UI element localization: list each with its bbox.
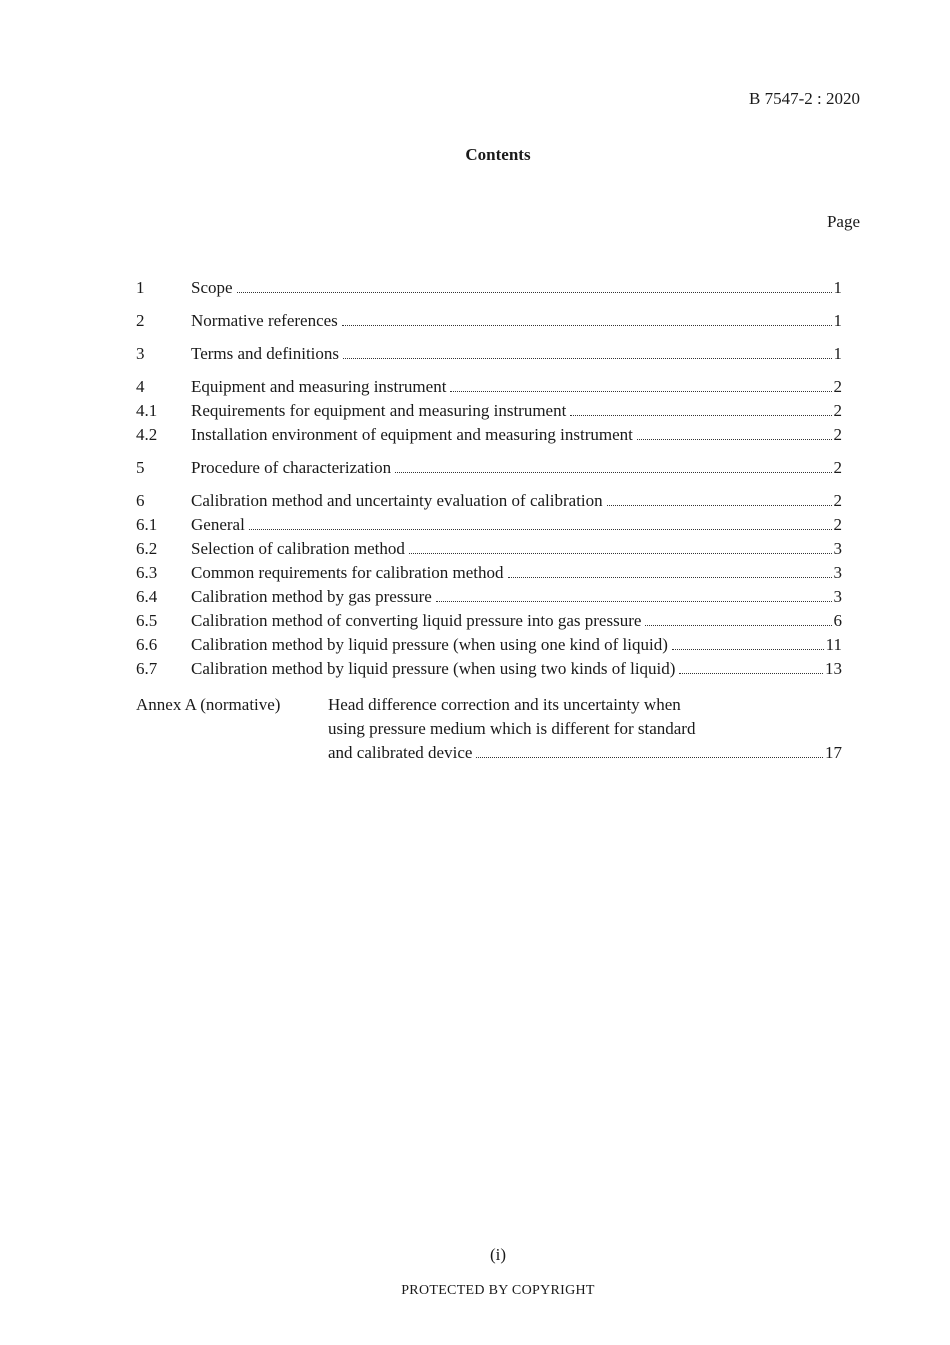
toc-entry-title: Calibration method by gas pressure (191, 587, 432, 606)
toc-entry-number: 4 (136, 377, 145, 396)
toc-entry-page: 2 (833, 425, 842, 444)
annex-title (328, 693, 842, 765)
toc-entry-4-1[interactable] (136, 399, 842, 423)
dot-leader (450, 391, 831, 392)
dot-leader (476, 757, 823, 758)
toc-entry-6-5[interactable] (136, 609, 842, 633)
toc-entry-5[interactable] (136, 456, 842, 480)
dot-leader (637, 439, 832, 440)
toc-entry-page: 3 (833, 539, 842, 558)
toc-entry-4[interactable] (136, 375, 842, 399)
toc-entry-number: 4.2 (136, 425, 158, 444)
dot-leader (237, 292, 832, 293)
toc-entry-6-3[interactable] (136, 561, 842, 585)
dot-leader (409, 553, 832, 554)
toc-entry-number: 2 (136, 311, 145, 330)
dot-leader (508, 577, 832, 578)
toc-entry-title: Calibration method and uncertainty evaluation of calibration (191, 491, 603, 510)
toc-entry-6[interactable] (136, 489, 842, 513)
toc-entry-number: 6.6 (136, 635, 158, 654)
toc-entry-6-6[interactable] (136, 633, 842, 657)
toc-entry-page: 2 (833, 377, 842, 396)
annex-page: 17 (825, 743, 842, 762)
toc-entry-number: 4.1 (136, 401, 158, 420)
toc-entry-title: Equipment and measuring instrument (191, 377, 447, 396)
toc-entry-page: 1 (833, 344, 842, 363)
dot-leader (607, 505, 832, 506)
toc-entry-number: 6.2 (136, 539, 158, 558)
toc-entry-number: 6.1 (136, 515, 158, 534)
page-title: Contents (465, 145, 531, 164)
toc-entry-title: Calibration method by liquid pressure (when using one kind of liquid) (191, 635, 668, 654)
toc-entry-number: 6.3 (136, 563, 158, 582)
toc-entry-6-1[interactable] (136, 513, 842, 537)
table-of-contents (136, 276, 842, 681)
toc-entry-4-2[interactable] (136, 423, 842, 447)
toc-entry-page: 2 (833, 491, 842, 510)
toc-entry-number: 6.4 (136, 587, 158, 606)
toc-entry-title: Calibration method by liquid pressure (when using two kinds of liquid) (191, 659, 676, 678)
toc-entry-number: 6.5 (136, 611, 158, 630)
annex-label: Annex A (normative) (136, 695, 281, 714)
toc-entry-number: 6.7 (136, 659, 158, 678)
toc-entry-page: 11 (825, 635, 842, 654)
toc-entry-3[interactable] (136, 342, 842, 366)
dot-leader (395, 472, 831, 473)
toc-entry-annex-a[interactable] (136, 693, 842, 765)
toc-entry-page: 3 (833, 563, 842, 582)
copyright-notice: PROTECTED BY COPYRIGHT (401, 1283, 595, 1298)
toc-entry-title: Calibration method of converting liquid pressure into gas pressure (191, 611, 642, 630)
dot-leader (342, 325, 832, 326)
dot-leader (249, 529, 832, 530)
toc-entry-title: General (191, 515, 245, 534)
dot-leader (343, 358, 831, 359)
toc-entry-title: Terms and definitions (191, 344, 340, 363)
toc-entry-page: 13 (825, 659, 842, 678)
dot-leader (436, 601, 832, 602)
page-column-label: Page (826, 212, 860, 231)
annex-title-last-line (328, 741, 842, 765)
dot-leader (672, 649, 824, 650)
toc-entry-page: 6 (833, 611, 842, 630)
toc-entry-number: 1 (136, 278, 145, 297)
toc-entry-6-2[interactable] (136, 537, 842, 561)
toc-entry-title: Selection of calibration method (191, 539, 405, 558)
toc-entry-page: 2 (833, 515, 842, 534)
toc-entry-page: 3 (833, 587, 842, 606)
toc-entry-title: Procedure of characterization (191, 458, 392, 477)
document-id: B 7547-2 : 2020 (749, 89, 860, 108)
toc-entry-title: Normative references (191, 311, 338, 330)
page-number: (i) (489, 1245, 507, 1264)
toc-entry-title: Installation environment of equipment and measuring instrument (191, 425, 633, 444)
toc-entry-2[interactable] (136, 309, 842, 333)
toc-entry-6-4[interactable] (136, 585, 842, 609)
toc-entry-title: Scope (191, 278, 233, 297)
toc-entry-page: 1 (833, 311, 842, 330)
dot-leader (645, 625, 831, 626)
toc-entry-number: 3 (136, 344, 145, 363)
dot-leader (679, 673, 823, 674)
toc-entry-page: 2 (833, 458, 842, 477)
toc-entry-page: 1 (833, 278, 842, 297)
dot-leader (570, 415, 831, 416)
toc-entry-title: Common requirements for calibration method (191, 563, 504, 582)
toc-entry-1[interactable] (136, 276, 842, 300)
annex-title-line-3: and calibrated device (328, 743, 473, 762)
toc-entry-title: Requirements for equipment and measuring instrument (191, 401, 567, 420)
toc-entry-number: 6 (136, 491, 145, 510)
annex-title-line-2: using pressure medium which is different for standard (328, 719, 696, 738)
toc-entry-page: 2 (833, 401, 842, 420)
annex-title-line-1: Head difference correction and its uncertainty when (328, 695, 681, 714)
toc-entry-number: 5 (136, 458, 145, 477)
toc-entry-6-7[interactable] (136, 657, 842, 681)
